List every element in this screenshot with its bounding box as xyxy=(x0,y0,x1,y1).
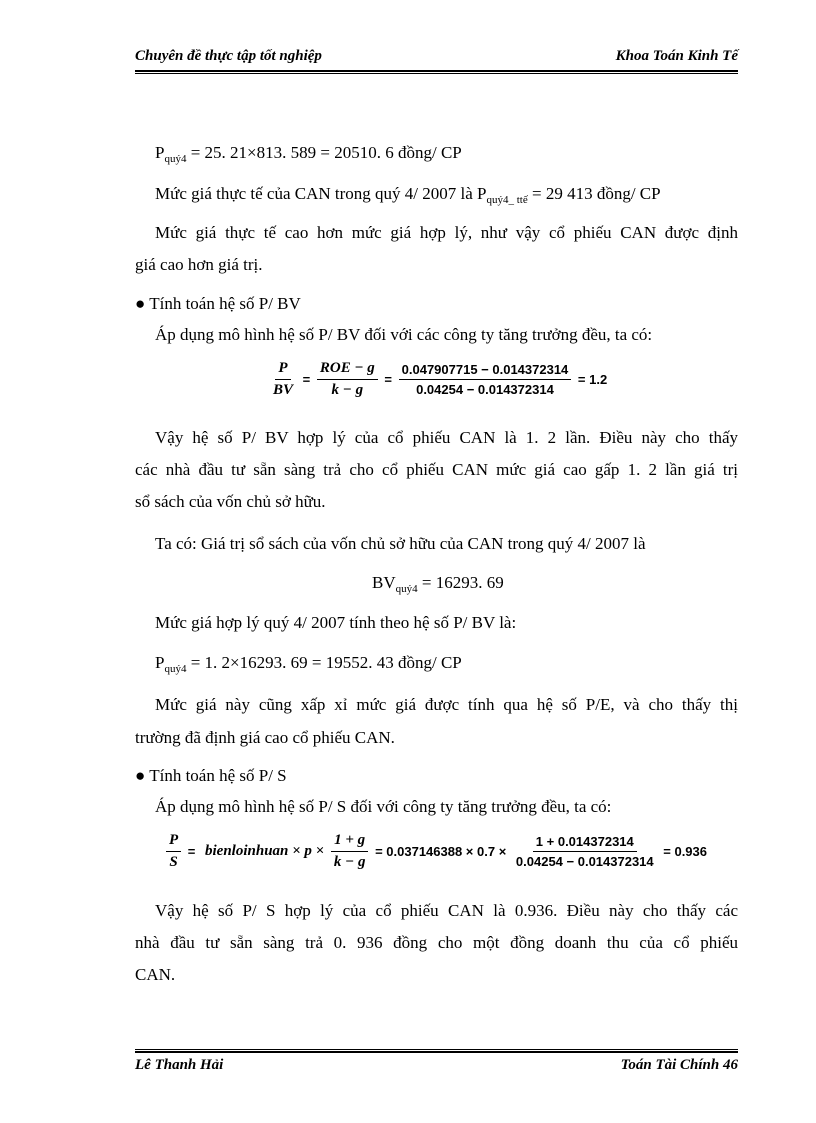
symbol: P xyxy=(155,653,165,672)
text: Mức giá thực tế của CAN trong quý 4/ 2007 là P xyxy=(155,184,487,203)
equals: = xyxy=(187,844,196,859)
subscript: quý4 xyxy=(164,153,187,165)
paragraph-line: Áp dụng mô hình hệ số P/ BV đối với các công ty tăng trưởng đều, ta có: xyxy=(155,325,653,344)
numerator: 1 + g xyxy=(331,832,368,852)
bullet-heading: ● Tính toán hệ số P/ BV xyxy=(135,294,301,313)
book-value-line xyxy=(372,572,504,594)
denominator: k − g xyxy=(331,382,364,398)
denominator: 0.04254 − 0.014372314 xyxy=(416,382,554,397)
paragraph-line: Vậy hệ số P/ S hợp lý của cổ phiếu CAN là 0.936. Điều này cho thấy các xyxy=(155,901,738,920)
symbol: BV xyxy=(372,573,396,592)
paragraph-line: Ta có: Giá trị sổ sách của vốn chủ sở hữu của CAN trong quý 4/ 2007 là xyxy=(155,534,646,553)
term: = 0.037146388 × 0.7 × xyxy=(375,844,507,859)
formula-p-bv xyxy=(270,360,610,399)
subscript-part: ế xyxy=(522,194,528,206)
denominator: BV xyxy=(273,382,294,398)
bullet-heading: ● Tính toán hệ số P/ S xyxy=(135,766,287,785)
price-bv-line xyxy=(155,652,462,674)
numerator: P xyxy=(166,832,181,852)
equation-text: = 1. 2×16293. 69 = 19552. 43 đồng/ CP xyxy=(186,653,462,672)
footer-rule xyxy=(135,1049,738,1053)
denominator: S xyxy=(169,854,178,870)
footer-left: Lê Thanh Hải xyxy=(135,1057,224,1073)
numerator: 0.047907715 − 0.014372314 xyxy=(399,362,572,380)
header-right: Khoa Toán Kinh Tế xyxy=(615,48,738,64)
term: bienloinhuan × p × xyxy=(205,843,325,859)
paragraph-line: nhà đầu tư sẵn sàng trả 0. 936 đồng cho một đồng doanh thu của cổ phiếu xyxy=(135,933,738,952)
denominator: k − g xyxy=(333,854,366,870)
text: = 29 413 đồng/ CP xyxy=(527,184,661,203)
fraction xyxy=(317,360,378,399)
equals: = xyxy=(384,372,393,387)
fraction xyxy=(331,832,369,871)
fraction xyxy=(399,362,572,397)
paragraph-line: Mức giá thực tế cao hơn mức giá hợp lý, như vậy cổ phiếu CAN được định xyxy=(155,223,738,242)
paragraph-line: trường đã định giá cao cổ phiếu CAN. xyxy=(135,728,395,747)
paragraph-line: sổ sách của vốn chủ sở hữu. xyxy=(135,492,326,511)
result: = 0.936 xyxy=(663,844,708,859)
numerator: 1 + 0.014372314 xyxy=(533,834,637,852)
equation-text: = 16293. 69 xyxy=(417,573,504,592)
formula-p-s xyxy=(166,832,710,871)
subscript-part: quý4_ tt xyxy=(486,194,523,206)
paragraph-line: Mức giá này cũng xấp xỉ mức giá được tính qua hệ số P/E, và cho thấy thị xyxy=(155,695,738,714)
equals: = xyxy=(302,372,311,387)
fraction xyxy=(513,834,657,869)
paragraph-line: giá cao hơn giá trị. xyxy=(135,255,263,274)
header-rule xyxy=(135,70,738,74)
paragraph-line: các nhà đầu tư sẵn sàng trả cho cổ phiếu CAN mức giá cao gấp 1. 2 lần giá trị xyxy=(135,460,738,479)
paragraph-line: Áp dụng mô hình hệ số P/ S đối với công ty tăng trưởng đều, ta có: xyxy=(155,797,612,816)
equation-text: = 25. 21×813. 589 = 20510. 6 đồng/ CP xyxy=(186,143,462,162)
paragraph-line: CAN. xyxy=(135,965,176,984)
footer-right: Toán Tài Chính 46 xyxy=(620,1057,738,1073)
subscript xyxy=(486,194,527,206)
price-q4-line xyxy=(155,142,462,164)
paragraph-line: Mức giá hợp lý quý 4/ 2007 tính theo hệ số P/ BV là: xyxy=(155,613,517,632)
numerator: P xyxy=(275,360,290,380)
subscript: quý4 xyxy=(164,663,187,675)
subscript: quý4 xyxy=(395,583,418,595)
header-left: Chuyên đề thực tập tốt nghiệp xyxy=(135,48,322,64)
actual-price-line xyxy=(155,183,661,205)
fraction xyxy=(166,832,181,871)
fraction xyxy=(270,360,296,399)
paragraph-line: Vậy hệ số P/ BV hợp lý của cổ phiếu CAN là 1. 2 lần. Điều này cho thấy xyxy=(155,428,738,447)
result: = 1.2 xyxy=(577,372,608,387)
numerator: ROE − g xyxy=(317,360,378,380)
symbol: P xyxy=(155,143,165,162)
denominator: 0.04254 − 0.014372314 xyxy=(515,854,654,869)
